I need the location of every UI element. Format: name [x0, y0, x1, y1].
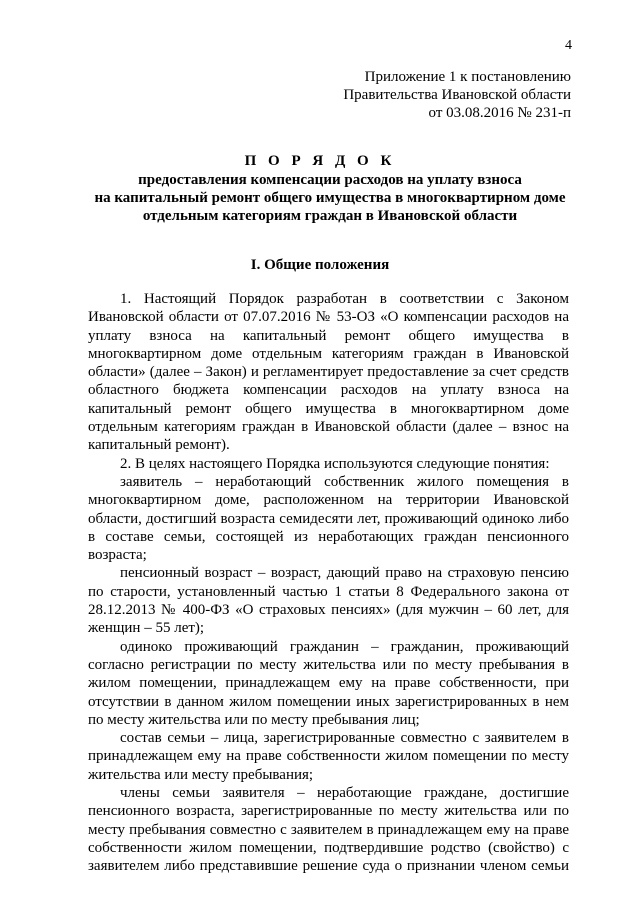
body-text [88, 290, 569, 876]
subtitle-line-1: предоставления компенсации расходов на уплату взноса [138, 172, 522, 188]
subtitle-line-2: на капитальный ремонт общего имущества в многоквартирном доме [94, 190, 566, 206]
appendix-reference [211, 68, 571, 122]
definition-pension-age: пенсионный возраст – возраст, дающий право на страховую пенсию по старости, установленный частью 1 статьи 8 Федерального закона от 28.12.2013 № 400-ФЗ «О страховых пенсиях» (для мужчин – 60 лет, для женщин – 55 лет); [88, 565, 569, 637]
appendix-line-2: Правительства Ивановской области [343, 87, 571, 103]
page-number: 4 [565, 38, 572, 53]
paragraph-1: 1. Настоящий Порядок разработан в соответствии с Законом Ивановской области от 07.07.2016 № 53-ОЗ «О компенсации расходов на уплату взноса на капитальный ремонт общего имущества в многоквартирном доме отдельным категориям граждан в Ивановской области» (далее – Закон) и регламентирует предоставление за счет средств областного бюджета компенсации расходов на уплату взноса на капитальный ремонт общего имущества в многоквартирном доме отдельным категориям граждан в Ивановской области (далее – взнос на капитальный ремонт). [88, 291, 569, 454]
definition-applicant: заявитель – неработающий собственник жилого помещения в многоквартирном доме, расположенном на территории Ивановской области, достигший возраста семидесяти лет, проживающий одиноко либо в составе семьи, состоящей из неработающих граждан пенсионного возраста; [88, 473, 569, 564]
definition-family-composition: состав семьи – лица, зарегистрированные совместно с заявителем в принадлежащем ему на праве собственности жилом помещении по месту жительства или месту пребывания; [88, 730, 569, 783]
document-title: П О Р Я Д О К [244, 153, 396, 169]
appendix-line-1: Приложение 1 к постановлению [364, 69, 571, 85]
document-subtitle [90, 171, 570, 225]
definition-single-citizen: одиноко проживающий гражданин – гражданин, проживающий согласно регистрации по месту жительства или по месту пребывания в жилом помещении, принадлежащем ему на праве собственности, при отсутствии в данном жилом помещении иных зарегистрированных в нем по месту жительства или по месту пребывания лиц; [88, 638, 569, 728]
appendix-line-3: от 03.08.2016 № 231-п [428, 105, 571, 121]
paragraph-2: 2. В целях настоящего Порядка используются следующие понятия: [120, 455, 550, 472]
subtitle-line-3: отдельным категориям граждан в Ивановской области [142, 208, 518, 224]
definition-family-members: члены семьи заявителя – неработающие граждане, достигшие пенсионного возраста, зарегистрированные по месту жительства или по месту пребывания совместно с заявителем в принадлежащем ему на праве собственности жилом помещении, подтвердившие родство (свойство) с заявителем либо представившие решение суда о признании членом семьи [88, 785, 569, 875]
section-heading: I. Общие положения [250, 257, 390, 273]
